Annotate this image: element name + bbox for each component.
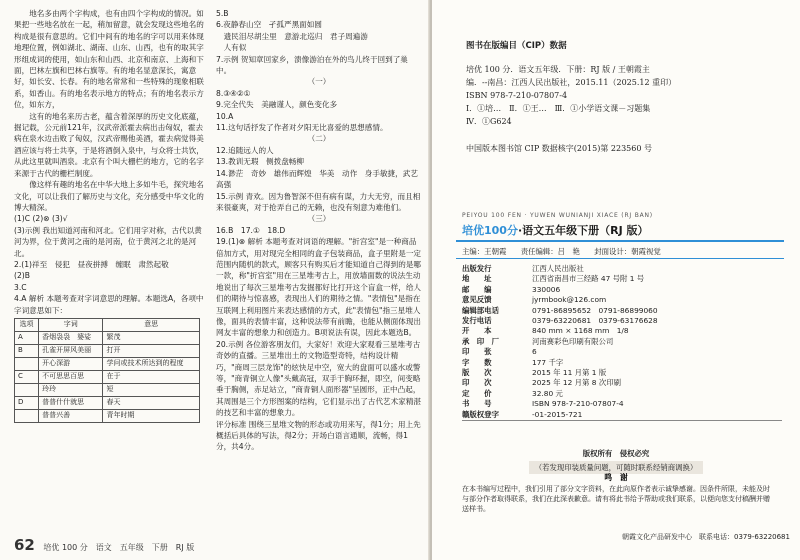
info-key: 印 次 [462,378,492,388]
reading-paragraph-2: 这有的地名来历古老，蕴含着深厚的历史文化底蕴，掘记载，公元前121年，汉武帝派霍去病出击匈奴，霍去病在泉水边击败了匈奴，汉武帝赐他美酒，霍去病觉得美酒应该与将士共享，于是将酒倒入泉中，与众将士共饮，从此这里就叫酒泉。北京有个叫大栅栏的地方，它的名字来源于古代的栅栏制度。 [14,111,204,178]
info-key: 地 址 [462,274,492,284]
info-key: 编辑部电话 [462,305,499,315]
cip-title: 图书在版编目（CIP）数据 [466,41,567,51]
table-cell: D [15,396,39,409]
answer-4: 4.A 解析 本题考查对字词意思的理解。本题选A，各项中字词意思如下： [14,294,204,315]
thanks-title: 鸣 谢 [604,473,628,482]
answer-line: 8.③④②① [216,88,251,98]
answer-3: 3.C [14,282,27,292]
brand-name: 培优100分 [462,224,518,237]
cover-designer: 封面设计：朝霞视觉 [594,247,661,256]
section-heading: （二） [307,134,331,144]
info-key: 出版发行 [462,264,492,273]
info-value: ISBN 978-7-210-07807-4 [532,399,624,409]
book-title [462,222,782,238]
info-row [462,389,782,399]
cip-line: Ⅰ．①培… Ⅱ．①王… Ⅲ．①小学语文课－习题集 [466,104,651,113]
word-meaning-table [14,318,200,423]
info-key: 意见反馈 [462,295,492,305]
table-row [15,409,200,422]
table-row [15,344,200,357]
answer-line: 7.示例 贺知章回家乡，溃像游泊在外的鸟儿终于回到了巢中。 [216,54,408,76]
table-header: 意思 [103,318,200,331]
info-value: 0379-63220681 0379-63176628 [532,316,658,326]
book-subtitle: ·语文五年级下册（RJ 版） [517,224,649,237]
divider [456,258,784,259]
info-key: 开 本 [462,326,492,336]
table-cell: 普普什什就思 [39,396,103,409]
table-cell: A [15,331,39,344]
table-cell: 春天 [103,396,200,409]
info-value: 32.80 元 [532,388,563,398]
info-row [462,285,782,295]
cip-line: Ⅳ．①G624 [466,117,512,126]
info-row [462,337,782,347]
info-value: 0791-86895652 0791-86899060 [532,305,658,315]
table-cell [15,357,39,370]
answer-line: 遗民泪尽胡尘里 意游北巡归 君子周遍游 [216,31,368,41]
info-value: 2025 年 12 月第 8 次印刷 [532,378,622,388]
answer-line: 20.示例 各位游客朋友们，大家好！欢迎大家观看三星堆考古奇妙的直播。三星堆出土的文物造型奇特，结构设计精巧，"商周三层龙饰"的炫快足中空，宽大的盘面可以盛水或警等，"商青铜立人像"头戴高冠，双手于胸环握，即空，间变略垂于胸侧，赤足站立，"商青铜人面形器"呈圆形，正中凸起，其周围是三个方形图案的结构，它们显示出了古代艺术家精湛的技艺和丰富的想象力。 [216,339,422,418]
info-row [462,316,782,326]
table-cell: 玲玲 [39,383,103,396]
info-key: 印 张 [462,347,492,357]
table-header: 字词 [39,318,103,331]
info-value: 江西人民出版社 [532,264,584,273]
thanks-body: 在本书编写过程中，我们引用了部分文字资料，在此向原作者表示诚挚感谢。因条件所限，未能及时与部分作者取得联系，我们在此深表歉意。请有将此书给予帮助或我们联系，以便向您支付稿酬并赠送样书。 [462,485,770,513]
cip-data-block [466,40,786,155]
info-value: -01-2015-721 [532,409,583,419]
info-row [462,347,782,357]
thanks-signature: 朝霞文化产品研发中心 联系电话：0379-63220681 [622,533,790,541]
answer-line: 14.渺茫 奇妙 雄伟而辉煌 华美 动作 身手敏捷，武艺高强 [216,168,418,190]
info-row [462,358,782,368]
table-row [15,357,200,370]
table-row [15,370,200,383]
publication-info [462,264,782,421]
answer-line: 6.夜静春山空 孑孤严黑面如圆 [216,20,322,30]
info-key: 版 次 [462,368,492,378]
reading-paragraph-3: 像这样有趣的地名在中华大地上多如牛毛，探究地名文化，可以让我们了解历史与文化，充分感受中华文化的博大精深。 [14,180,204,212]
info-key: 承 印 厂 [462,336,499,346]
answer-1-example: (3)示例 我出知道河南和河北。它们用字对称，古代以黄河为界，位于黄河之南的是河南，位于黄河之北的是河北。 [14,225,202,258]
answer-2: 2.(1)祥至 侵犯 昼夜拼搏 缠眠 肃然起敬 [14,259,169,269]
info-key: 字 数 [462,357,492,367]
table-cell: C [15,370,39,383]
answer-line: 16.B 17.① 18.D [216,225,286,235]
staff-line [462,246,673,257]
info-key: 发行电话 [462,316,492,326]
page-footer [14,536,194,554]
info-row [462,399,782,409]
info-row [462,306,782,316]
cip-line: 编．--南昌：江西人民出版社，2015.11（2025.12 重印） [466,78,677,87]
table-cell: 孔雀开屏风美丽 [39,344,103,357]
info-key: 邮 编 [462,284,492,294]
info-key: 书 号 [462,399,492,409]
answer-column-1 [14,8,206,425]
chief-editor: 主编：王朝霞 [462,247,507,256]
info-row [462,326,782,336]
answer-column-2 [216,8,422,453]
info-value: 330006 [532,284,561,294]
table-cell: 香烟袅袅 婆娑 [39,331,103,344]
table-cell: 学问或技术所达到的程度 [103,357,200,370]
cip-note: 中国版本图书馆 CIP 数据核字(2015)第 223560 号 [466,144,652,153]
responsible-editor: 责任编辑：吕 艳 [520,247,580,256]
table-cell: 不可思思百思 [39,370,103,383]
info-row [462,264,782,274]
table-cell: 在于 [103,370,200,383]
scoring-criteria: 评分标准 围绕三星堆文物的形态或功用来写，得1分；用上先概括后具体的写法，得2分；开场白语言通顺，流畅，得1分，共4分。 [216,419,421,452]
answer-line: 人有似 [216,43,247,53]
table-cell: B [15,344,39,357]
answer-line: 13.教训无瑕 侧拨盘畅柳 [216,157,305,167]
info-row [462,410,782,421]
copyright-notice [432,448,800,474]
answer-line: 5.B [216,9,229,18]
info-key: 赣版权登字 [462,409,499,419]
info-row [462,368,782,378]
reading-paragraph-1: 地名多由两个字构成，也有由四个字构成的情况。如果把一些地名放在一起，稍加留意，就会发现这些地名的构成是很有意思的。它们中间有的地名的字可以用来体现地理位置，例如湖北、湖南、山东、山西，也有的取其字形组成词的使用，如山东和山西、北京和南京、上海和下面，巴林左旗和巴林右旗等。有的地名显意深长，寓意好，如长安、长春。有的地名常常和一些特殊的现象相联系，如香山。有的地名表示地方的特点；有的地名表示方位，如东方， [14,9,204,110]
info-value: 6 [532,347,537,357]
answer-line: 19.(1)⊗ 解析 本题考查对词语的理解。"折宫室"是一种商品倍加方式，用对现完全相同的盒子包装商品，盒子里附是一定范围内随机的款式，顾客只有购买后才能知道自己得到的是哪一款，称"折宫室"用在三星堆考古上，用放墙面数的说法生动地说出了每次三星堆考古发掘都好比打开这个盲盒一样，给人们的期待与惊喜感，表现出人们的期待之情。"表情包"是指在互联网上利用图片来表达感情的方式，此"表情包"指三星堆人像，面具的表情丰富，这种说法带有前瞻，也能从侧面体现出网友丰富的想象力和创造力。B项说法有误，因此本题选B。 [216,237,422,338]
table-cell: 繁茂 [103,331,200,344]
table-row [15,331,200,344]
divider [456,240,784,242]
answer-1: (1)C (2)⊗ (3)√ [14,214,68,224]
answer-line: 12.追随远人的人 [216,145,274,155]
table-cell [15,383,39,396]
cip-line: ISBN 978-7-210-07807-4 [466,91,568,100]
info-row [462,295,782,305]
answer-line: 9.完全代失 美融谨人，颜色变化多 [216,100,338,110]
table-cell: 普普兴善 [39,409,103,422]
info-value: 河南赛彩色印刷有限公司 [532,336,614,346]
info-value: 840 mm × 1168 mm 1/8 [532,326,629,336]
table-cell [15,409,39,422]
answer-line: 15.示例 青欢。因为鲁智深不但有病有谋，力大无穷，而且相来很豪爽，对于抢弄自己的无赖，也没有刻意为难他们。 [216,191,421,212]
info-row [462,274,782,284]
answer-line: 11.这句话抒发了作者对夕阳无比喜爱的思想感情。 [216,123,388,133]
table-row [15,383,200,396]
section-heading: （一） [307,77,331,87]
footer-text: 培优 100 分 语文 五年级 下册 RJ 版 [43,543,195,552]
right-page [432,0,800,560]
copyright-title: 版权所有 侵权必究 [582,449,650,458]
info-key: 定 价 [462,388,492,398]
page-number: 62 [14,536,35,554]
table-cell: 开心深游 [39,357,103,370]
info-value: jyrmbook@126.com [532,295,607,305]
table-cell: 打开 [103,344,200,357]
info-value: 177 千字 [532,357,564,367]
quality-warning: （若发现印装质量问题，可随时联系经销商调换） [529,461,704,474]
section-heading: （三） [307,214,331,224]
answer-2b: (2)B [14,271,30,281]
info-value: 2015 年 11 月第 1 版 [532,368,607,378]
info-value: 江西省南昌市三经路 47 号附 1 号 [532,274,645,284]
cip-line: 培优 100 分．语文五年级．下册：RJ 版 / 王朝霞主 [466,65,650,74]
info-row [462,378,782,388]
book-pinyin: PEIYOU 100 FEN · YUWEN WUNIANJI XIACE (RJ BAN) [462,212,653,219]
answer-line: 10.A [216,111,234,121]
table-header: 选项 [15,318,39,331]
table-cell: 青年时期 [103,409,200,422]
table-row [15,396,200,409]
table-cell: 短 [103,383,200,396]
